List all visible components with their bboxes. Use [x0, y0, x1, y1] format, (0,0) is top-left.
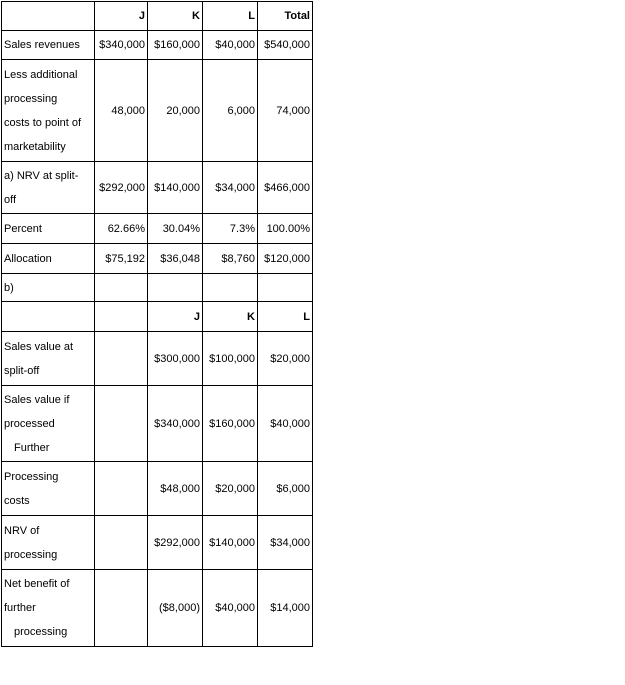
cell-total: $120,000 — [258, 244, 313, 274]
cell-blank — [95, 516, 148, 570]
cell-l: 7.3% — [203, 214, 258, 244]
table-row — [2, 214, 313, 244]
row-label: Processing costs — [2, 462, 95, 516]
cell-l: $40,000 — [203, 31, 258, 60]
row-label: Allocation — [2, 244, 95, 274]
cell-k: 30.04% — [148, 214, 203, 244]
cell-total: 100.00% — [258, 214, 313, 244]
cell-total: $466,000 — [258, 162, 313, 214]
header-cell-k: K — [203, 302, 258, 332]
header-cell-k: K — [148, 2, 203, 31]
section-label: b) — [2, 274, 95, 302]
row-label: Sales revenues — [2, 31, 95, 60]
header-cell-l: L — [258, 302, 313, 332]
cell-l: $6,000 — [258, 462, 313, 516]
cell-blank — [95, 570, 148, 647]
row-label: a) NRV at split- off — [2, 162, 95, 214]
row-label: Sales value if processed Further — [2, 386, 95, 462]
header-cell-total: Total — [258, 2, 313, 31]
cell-total: $540,000 — [258, 31, 313, 60]
cell-k: $160,000 — [148, 31, 203, 60]
cell-l: $34,000 — [203, 162, 258, 214]
cell-k: $100,000 — [203, 332, 258, 386]
cell-k: $20,000 — [203, 462, 258, 516]
cell-l: $34,000 — [258, 516, 313, 570]
cell-l: $14,000 — [258, 570, 313, 647]
table-row — [2, 516, 313, 570]
row-label: Percent — [2, 214, 95, 244]
cell-blank — [95, 386, 148, 462]
cell-k: $36,048 — [148, 244, 203, 274]
table-row — [2, 162, 313, 214]
section-row — [2, 274, 313, 302]
cell-j: $75,192 — [95, 244, 148, 274]
table-row — [2, 244, 313, 274]
row-label: Less additional processing costs to point of marketability — [2, 60, 95, 162]
cell-j: $340,000 — [95, 31, 148, 60]
table-row — [2, 60, 313, 162]
cell-j: $48,000 — [148, 462, 203, 516]
cell-blank — [95, 332, 148, 386]
header-cell-j: J — [148, 302, 203, 332]
header-cell-blank — [2, 2, 95, 31]
cell-j: 48,000 — [95, 60, 148, 162]
header-row — [2, 302, 313, 332]
cell-k: $140,000 — [203, 516, 258, 570]
row-label: NRV of processing — [2, 516, 95, 570]
row-label: Sales value at split-off — [2, 332, 95, 386]
cell-blank — [95, 462, 148, 516]
cell-j: $292,000 — [95, 162, 148, 214]
header-row — [2, 2, 313, 31]
cell-k: 20,000 — [148, 60, 203, 162]
header-cell-l: L — [203, 2, 258, 31]
cell-j: ($8,000) — [148, 570, 203, 647]
cell-k: $140,000 — [148, 162, 203, 214]
cell-l: $20,000 — [258, 332, 313, 386]
cell-j: $340,000 — [148, 386, 203, 462]
cell-l: $8,760 — [203, 244, 258, 274]
cell-total: 74,000 — [258, 60, 313, 162]
cell-j: $300,000 — [148, 332, 203, 386]
table-row — [2, 570, 313, 647]
row-label: Net benefit of further processing — [2, 570, 95, 647]
cell-l: $40,000 — [258, 386, 313, 462]
cell-j: 62.66% — [95, 214, 148, 244]
table-row — [2, 386, 313, 462]
table-row — [2, 332, 313, 386]
cell-k: $40,000 — [203, 570, 258, 647]
header-cell-j: J — [95, 2, 148, 31]
cell-l: 6,000 — [203, 60, 258, 162]
table-row — [2, 462, 313, 516]
allocation-table — [1, 1, 313, 647]
cell-j: $292,000 — [148, 516, 203, 570]
cell-k: $160,000 — [203, 386, 258, 462]
table-row — [2, 31, 313, 60]
